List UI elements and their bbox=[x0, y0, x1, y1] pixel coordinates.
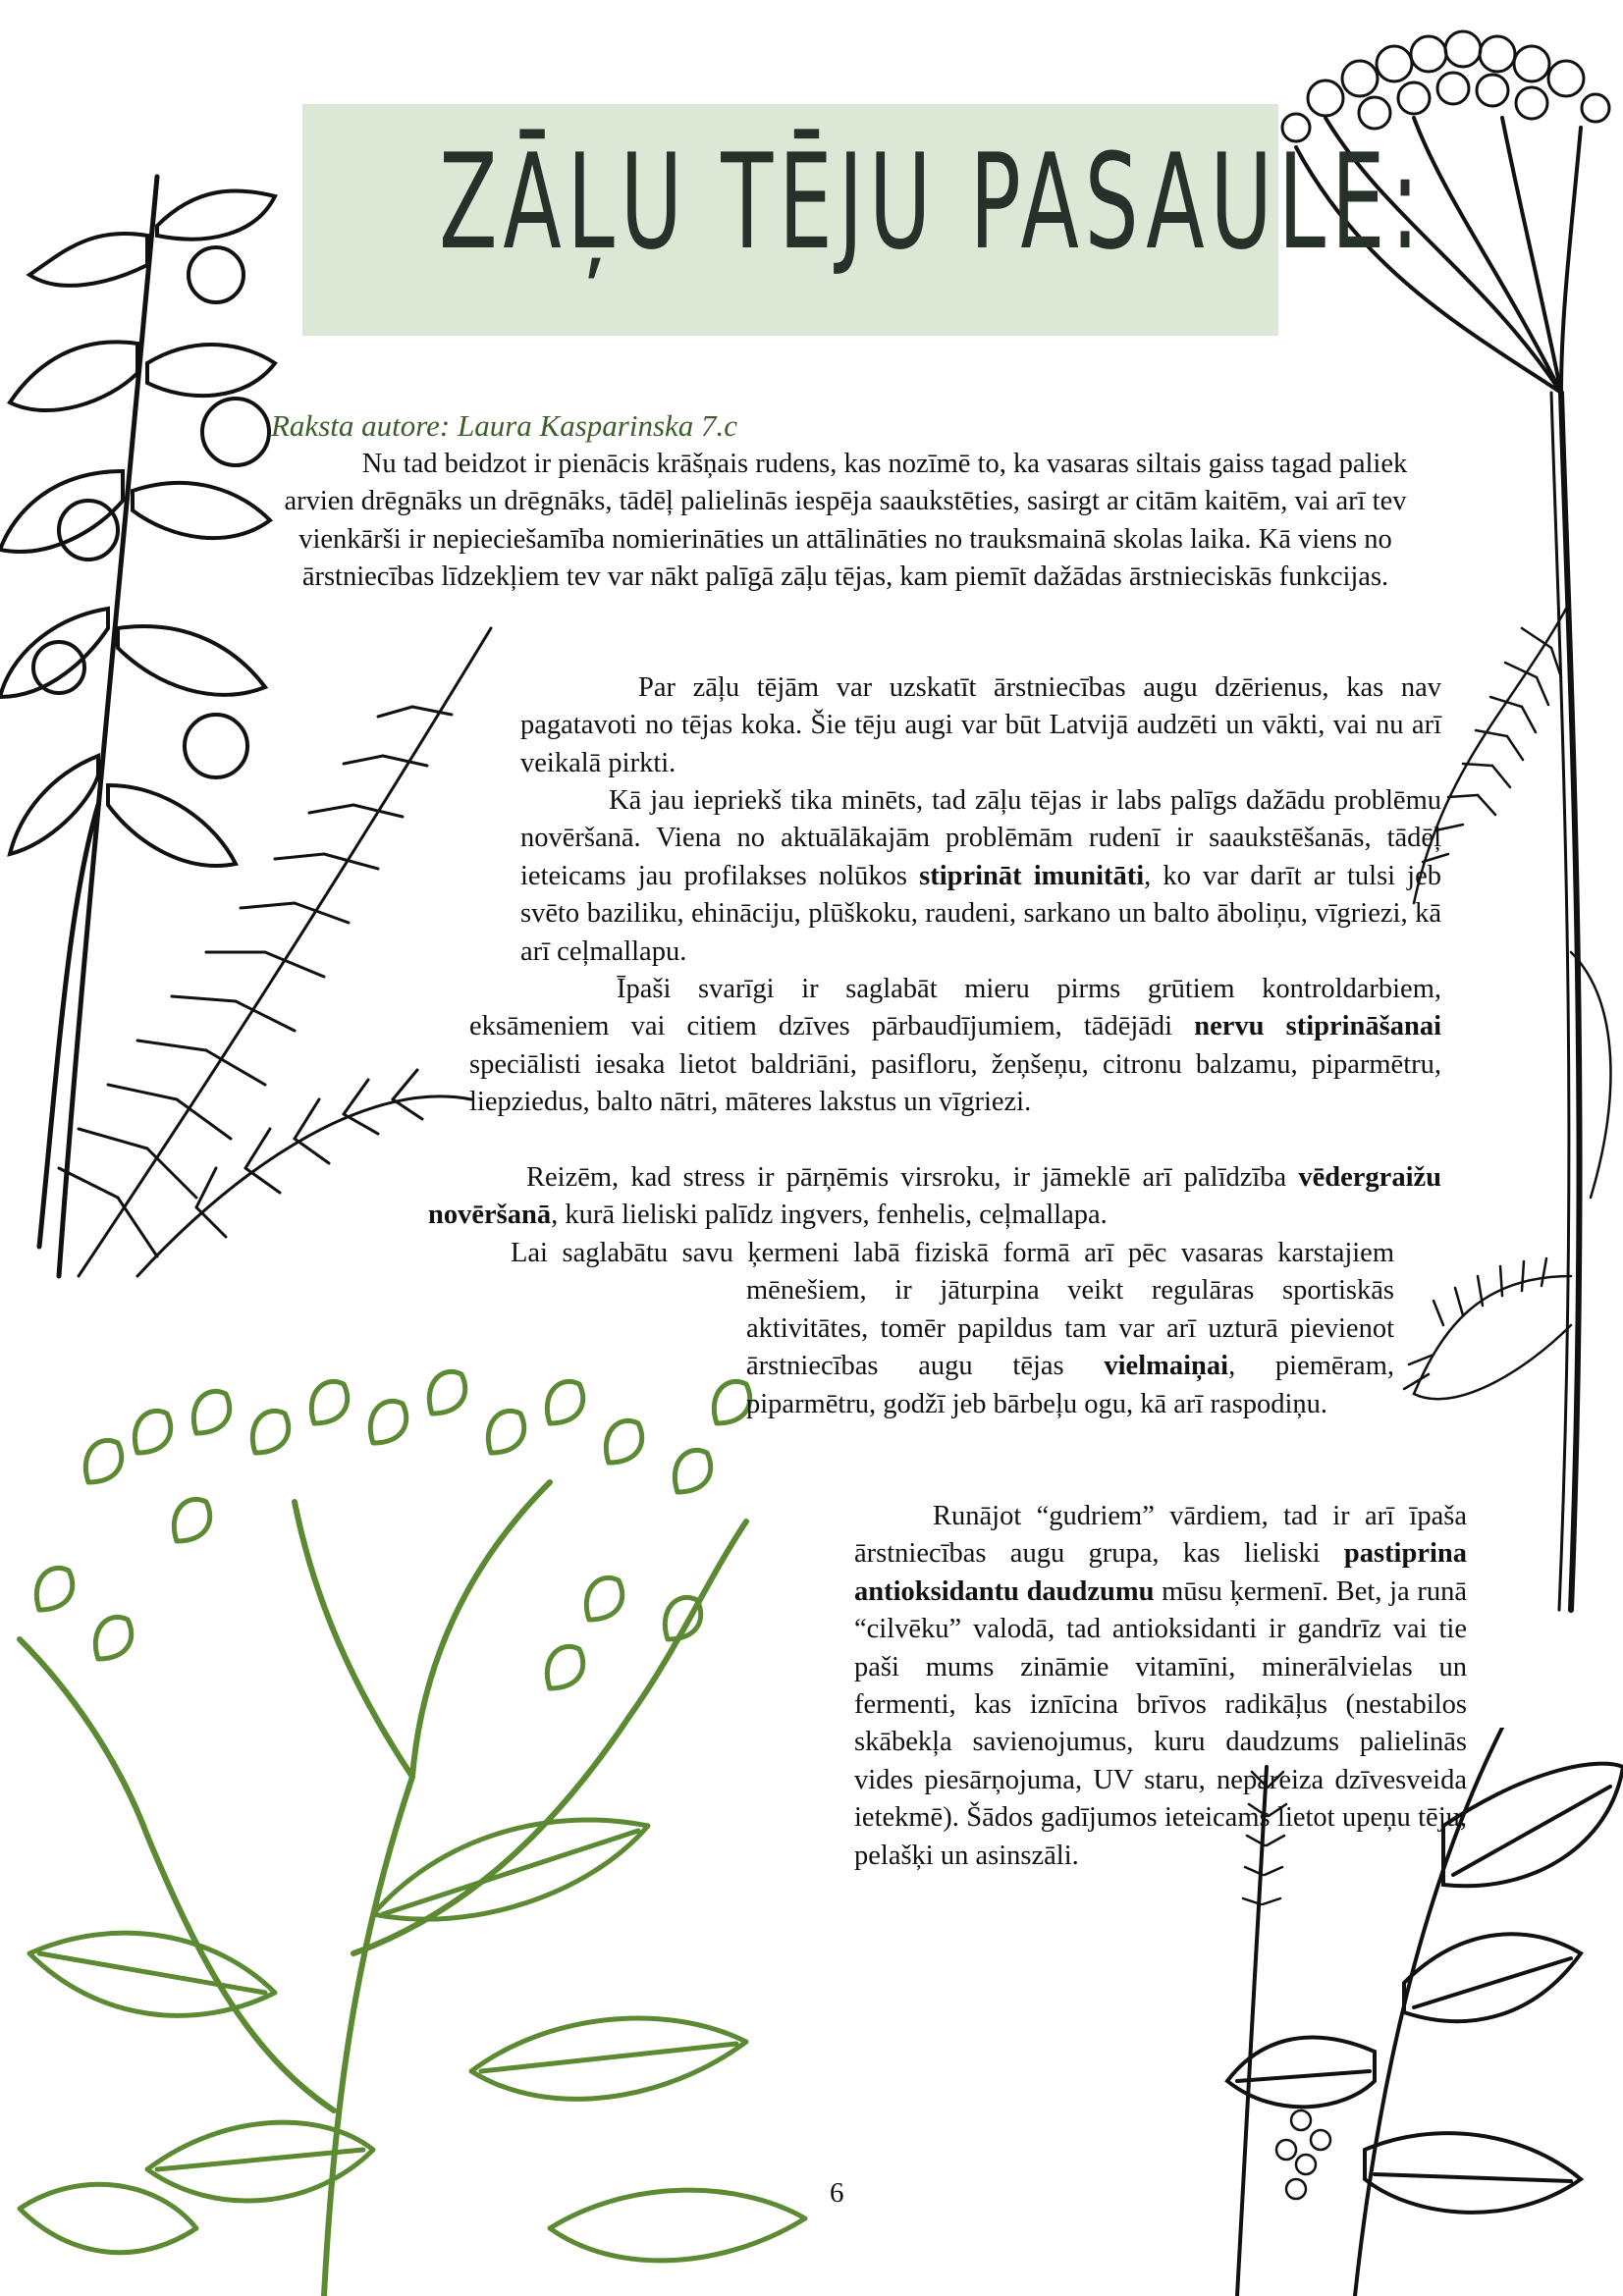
page-number: 6 bbox=[830, 2177, 844, 2209]
green-herb-illustration bbox=[0, 1364, 903, 2296]
paragraph-definition: Par zāļu tējām var uzskatīt ārstniecības augu dzērienus, kas nav pagatavoti no tējas koka. Šie tēju augi var būt Latvijā audzēti un vākti, vai nu arī veikalā pirkti. bbox=[520, 672, 1441, 778]
paragraph-metabolism: Lai saglabātu savu ķermeni labā fiziskā formā arī pēc vasaras karstajiem mēnešiem, ir jāturpina veikt regulāras sportiskās aktivitātes, tomēr papildus tam var arī uzturā pievienot ārstniecības augu tējas vielmaiņai, piemēram, piparmētru, godžī jeb bārbeļu ogu, kā arī raspodiņu. bbox=[511, 1238, 1394, 1419]
intro-paragraph: Nu tad beidzot ir pienācis krāšņais rudens, kas nozīmē to, ka vasaras siltais gaiss tagad paliek arvien drēgnāks un drēgnāks, tādēļ palielinās iespēja saaukstēties, sasirgt ar citām kaitēm, vai arī tev vienkārši ir nepieciešamība nomierināties un attālināties no trauksmainā skolas laika. Kā viens no ārstniecības līdzekļiem tev var nākt palīgā zāļu tējas, kam piemīt dažādas ārstnieciskās funkcijas. bbox=[284, 449, 1408, 593]
title-banner bbox=[302, 104, 1426, 336]
paragraph-immunity: Kā jau iepriekš tika minēts, tad zāļu tējas ir labs palīgs dažādu problēmu novēršanā. Viena no aktuālākajām problēmām rudenī ir saaukstēšanās, tādēļ ieteicams jau profilakses nolūkos stiprināt imunitāti, ko var darīt ar tulsi jeb svēto baziliku, ehināciju, plūškoku, raudeni, sarkano un balto āboliņu, vīgriezi, kā arī ceļmallapu. bbox=[520, 785, 1441, 967]
paragraph-antioxidants: Runājot “gudriem” vārdiem, tad ir arī īpaša ārstniecības augu grupa, kas lieliski pastiprina antioksidantu daudzumu mūsu ķermenī. Bet, ja runā “cilvēku” valodā, tad antioksidanti ir gandrīz vai tie paši mums zināmie vitamīni, minerālvielas un fermenti, kas iznīcina brīvos radikāļus (nestabilos skābekļa savienojumus, kuru daudzums palielinās vides piesārņojuma, UV staru, nepareiza dzīvesveida ietekmē). Šādos gadījumos ieteicams lietot upeņu tēju, pelašķi un asinszāli. bbox=[854, 1501, 1468, 1871]
paragraph-nerves: Īpaši svarīgi ir saglabāt mieru pirms grūtiem kontroldarbiem, eksāmeniem vai citiem dzīves pārbaudījumiem, tādējādi nervu stiprināšanai speciālisti iesaka lietot baldriāni, pasifloru, žeņšeņu, citronu balzamu, piparmētru, liepziedus, balto nātri, māteres lakstus un vīgriezi. bbox=[469, 974, 1441, 1118]
paragraph-digestion: Reizēm, kad stress ir pārņēmis virsroku, ir jāmeklē arī palīdzība vēdergraižu novēršanā, kurā lieliski palīdz ingvers, fenhelis, ceļmallapa. bbox=[428, 1162, 1441, 1231]
author-line: Raksta autore: Laura Kasparinska 7.c bbox=[271, 408, 738, 443]
page-title: ZĀĻU TĒJU PASAULE: bbox=[439, 126, 1426, 279]
